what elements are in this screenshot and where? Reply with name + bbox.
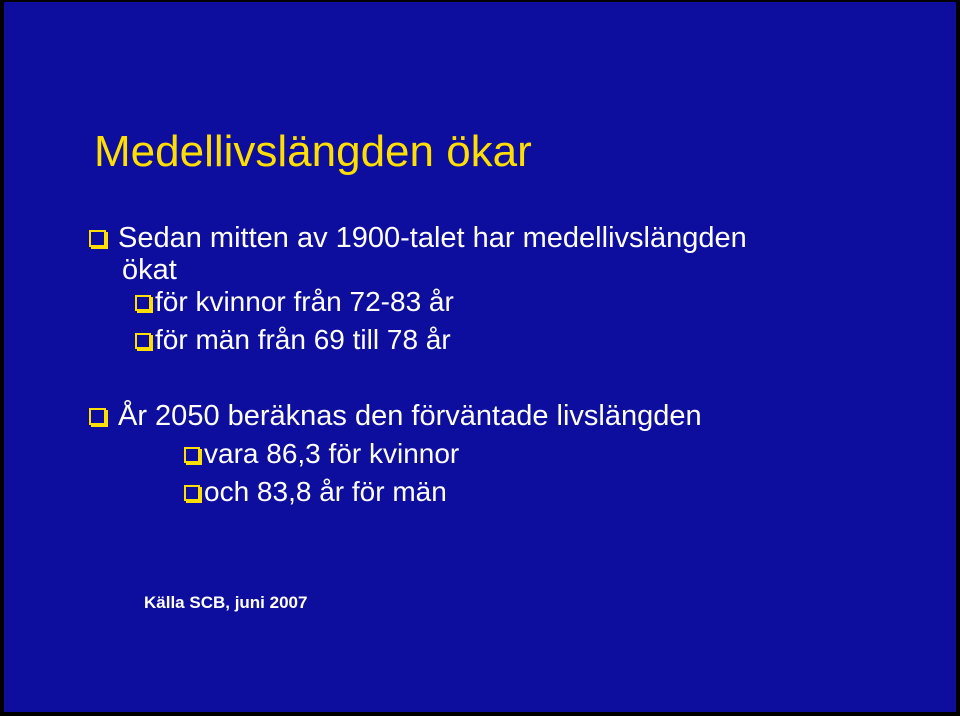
slide [4,2,956,712]
sub-bullet-text: och 83,8 år för män [204,476,447,507]
sub-bullet-women-2050 [184,438,459,470]
bullet-box-icon [89,408,106,425]
sub-bullet-text: vara 86,3 för kvinnor [204,438,460,469]
sub-bullet-text: för kvinnor från 72-83 år [155,286,454,317]
bullet-text: Sedan mitten av 1900-talet har medellivslängden [118,222,747,254]
bullet-lifespan-2050 [89,400,702,433]
bullet-text: År 2050 beräknas den förväntade livslängden [118,400,702,432]
source-citation: Källa SCB, juni 2007 [144,593,308,612]
bullet-box-icon [184,485,200,501]
bullet-box-icon [184,447,200,463]
slide-title: Medellivslängden ökar [94,127,532,176]
bullet-box-icon [135,295,151,311]
bullet-box-icon [89,230,106,247]
bullet-box-icon [135,333,151,349]
bullet-text-continued: ökat [122,254,177,286]
sub-bullet-text: för män från 69 till 78 år [155,324,451,355]
sub-bullet-men-history [135,324,451,356]
sub-bullet-women-history [135,286,454,318]
sub-bullet-men-2050 [184,476,447,508]
bullet-lifespan-history [89,222,747,255]
